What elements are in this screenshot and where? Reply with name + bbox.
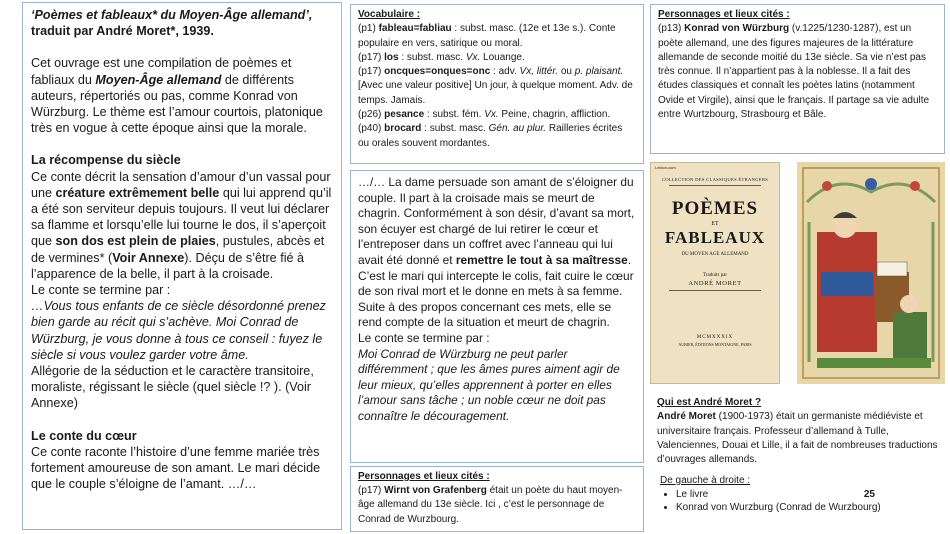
coeur-paragraph: Ce conte raconte l’histoire d’une femme mariée très fortement amoureuse de son amant. Le mari décide que le couple s’éloigne de l’amant. …/… bbox=[31, 444, 321, 492]
book-title: ‘Poèmes et fableaux* du Moyen-Âge allemand’, traduit par André Moret*, 1939. bbox=[31, 8, 313, 39]
ending-label: Le conte se termine par : bbox=[358, 330, 490, 345]
cover-author: ANDRÉ MORET bbox=[688, 280, 742, 287]
section-heading-recompense: La récompense du siècle bbox=[31, 153, 181, 168]
list-item: • Le livre 25 bbox=[676, 488, 945, 502]
cover-rule bbox=[669, 185, 761, 186]
cover-translated-by: Traduits par bbox=[702, 273, 728, 278]
characters-entry: (p17) Wirnt von Grafenberg était un poète du haut moyen-âge allemand du 13e siècle. Ici , c’est le personnage de Conrad de Wurzbourg. bbox=[358, 485, 623, 525]
ending-quote: …Vous tous enfants de ce siècle désordonné prenez bien garde au récit qui s’achève. Moi Conrad de Würzburg, je vous donne à tous ce conseil : fuyez le siècle si vous voulez garder votre âme. bbox=[31, 299, 326, 362]
characters-panel-bottom bbox=[350, 466, 644, 532]
cover-et: ET bbox=[711, 221, 719, 227]
vocab-entry: (p17) oncques=onques=onc : adv. Vx, littér. ou p. plaisant. [Avec une valeur positive] Un jour, à quelque moment. Adv. de temps. Jamais. bbox=[358, 66, 633, 106]
book-cover-image bbox=[650, 162, 780, 384]
cover-title-1: POÈMES bbox=[671, 198, 759, 219]
cover-title-2: FABLEAUX bbox=[664, 228, 766, 247]
credits-title: De gauche à droite : bbox=[660, 475, 751, 486]
ending-label: Le conte se termine par : bbox=[31, 283, 171, 298]
ending-quote: Moi Conrad de Würzburg ne peut parler différemment ; que les âmes pures aiment agir de leur mieux, qu’elles apprennent à porter en elles l’amour sans tâche ; un noble cœur ne doit pas connaître le découragement. bbox=[358, 346, 620, 423]
characters-title: Personnages et lieux cités : bbox=[358, 471, 490, 482]
manuscript-illustration-image bbox=[797, 162, 945, 384]
recompense-paragraph: Ce conte décrit la sensation d’amour d’un vassal pour une créature extrêmement belle qui lui apprend qu’il a été son serviteur depuis toujours. Il veut lui déclarer sa flamme et lorsqu’elle lui tourne le dos, il s’aperçoit que son dos est plein de plaies, pustules, abcès et de vermines* (Voir Annexe). Déçu de s’être fié à l’apparence de la belle, il part à la croisade. bbox=[31, 169, 332, 281]
vocabulary-title: Vocabulaire : bbox=[358, 9, 421, 20]
cover-subtitle: DU MOYEN AGE ALLEMAND bbox=[681, 252, 749, 257]
intro-paragraph: Cet ouvrage est une compilation de poèmes et fabliaux du Moyen-Âge allemand de différents auteurs, répertoriés ou pas, comme Konrad von Würzburg. Le thème est l’amour courtois, platonique très en vogue à cette époque ainsi que la morale. bbox=[31, 56, 323, 136]
characters-entry: (p13) Konrad von Würzburg (v.1225/1230-1287), est un poète allemand, une des figures majeures de la littérature allemande de seconde moitié du 13e siècle. Sa vie n’est pas très connue. Il n’appartient pas à la noblesse. Il a fait des études classiques et connaît les poètes latins (notamment Ovide et Virgile), ainsi que le français. Il partage sa vie adulte entre Wurtzbourg, Strasbourg et Bâle. bbox=[658, 23, 930, 121]
vocab-entry: (p40) brocard : subst. masc. Gén. au plur. Railleries écrites ou orales souvent mordantes. bbox=[358, 123, 623, 149]
section-heading-coeur: Le conte du cœur bbox=[31, 428, 137, 443]
cover-year: MCMXXXIX bbox=[696, 335, 734, 340]
moret-title: Qui est André Moret ? bbox=[657, 397, 762, 408]
page-number: 25 bbox=[863, 488, 875, 500]
story-continuation-panel bbox=[350, 170, 644, 463]
vocab-entry: (p26) pesance : subst. fém. Vx. Peine, chagrin, affliction. bbox=[358, 109, 611, 121]
andre-moret-panel bbox=[650, 393, 945, 471]
credits-list bbox=[660, 488, 945, 515]
story-paragraph: …/… La dame persuade son amant de s’éloigner du couple. Il part à la croisade mais se meurt de chagrin. Conformément à son désir, d’avant sa mort, son écuyer est chargé de lui retirer le cœur et l’entreposer dans un coffret avec l’anneau qui lui avait été donné et remettre le tout à sa maîtresse. C’est le mari qui intercepte le colis, fait cuire le cœur de son rival mort et le donne en mets à sa femme. Suite à des propos concernant ces mets, elle se rend compte de la situation et meurt de chagrin. bbox=[358, 175, 635, 330]
main-text-panel bbox=[22, 2, 342, 530]
characters-panel-top bbox=[650, 4, 945, 154]
vocabulary-panel bbox=[350, 4, 644, 164]
allegory-paragraph: Allégorie de la séduction et le caractère transitoire, moraliste, régissant le siècle (quel siècle !? ). (Voir Annexe) bbox=[31, 364, 314, 411]
moret-bio: André Moret (1900-1973) était un germaniste médiéviste et universitaire français. Professeur d’allemand à Tulle, Valenciennes, Douai et Lille, il a fait de nombreuses traductions d’ouvrages allemands. bbox=[657, 411, 938, 466]
cover-collection: COLLECTION DES CLASSIQUES ÉTRANGERS bbox=[661, 177, 769, 182]
cover-publisher: AUBIER, ÉDITIONS MONTAIGNE, PARIS bbox=[678, 342, 752, 347]
list-item: • Konrad von Wurzburg (Conrad de Wurzbourg) bbox=[676, 501, 945, 515]
vocab-entry: (p17) los : subst. masc. Vx. Louange. bbox=[358, 51, 525, 63]
characters-title: Personnages et lieux cités : bbox=[658, 9, 790, 20]
image-credits bbox=[660, 474, 945, 515]
vocab-entry: (p1) fableau=fabliau : subst. masc. (12e et 13e s.). Conte populaire en vers, satirique ou moral. bbox=[358, 23, 616, 49]
cover-rule bbox=[669, 290, 761, 291]
cover-tag: Lekton.com bbox=[655, 165, 676, 170]
